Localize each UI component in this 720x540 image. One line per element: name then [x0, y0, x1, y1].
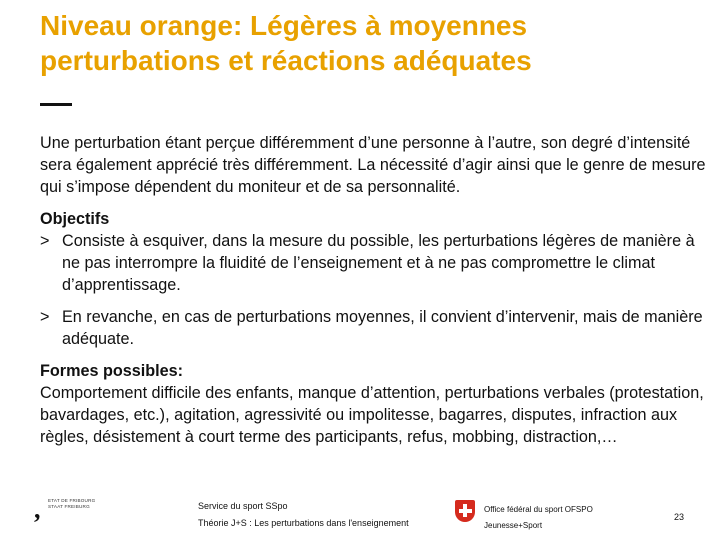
- objectifs-heading: Objectifs: [40, 210, 110, 228]
- slide-footer: , ETAT DE FRIBOURG STAAT FREIBURG Service du sport SSpo Théorie J+S : Les perturbations dans l'enseignement Office fédéral du sport OFSPO Jeunesse+Sport 23: [0, 490, 720, 540]
- objectif-item-2: [40, 306, 708, 350]
- title-line-1: Niveau orange: Légères à moyennes: [40, 10, 528, 41]
- bullet-marker: >: [40, 232, 50, 250]
- footer-office: [484, 502, 593, 534]
- title-line-2: perturbations et réactions adéquates: [40, 45, 532, 76]
- footer-service: [198, 498, 409, 532]
- title-underline: [40, 103, 72, 106]
- slide-title: [40, 8, 700, 78]
- fribourg-logo-line-2: STAAT FREIBURG: [48, 504, 90, 509]
- fribourg-logo-line-1: ETAT DE FRIBOURG: [48, 498, 96, 503]
- footer-office-name: Office fédéral du sport OFSPO: [484, 505, 593, 514]
- intro-paragraph: Une perturbation étant perçue différemment d’une personne à l’autre, son degré d’intensité sera également apprécié très différemment. La nécessité d’agir ainsi que le genre de mesure qui s’impose dépendent du moniteur et de sa personnalité.: [40, 134, 706, 196]
- swiss-cross-icon: [455, 500, 475, 522]
- formes-heading: Formes possibles:: [40, 362, 184, 380]
- footer-subtitle: Théorie J+S : Les perturbations dans l'enseignement: [198, 518, 409, 528]
- page-number: 23: [674, 512, 685, 522]
- bullet-marker: >: [40, 308, 50, 326]
- footer-service-name: Service du sport SSpo: [198, 501, 288, 511]
- formes-text: Comportement difficile des enfants, manque d’attention, perturbations verbales (protestation, bavardages, etc.), agitation, agressivité ou impolitesse, bagarres, disputes, infraction aux règles, désistement à court terme des participants, refus, mobbing, distraction,…: [40, 384, 704, 446]
- objectif-text-2: En revanche, en cas de perturbations moyennes, il convient d’intervenir, mais de manière adéquate.: [62, 308, 703, 348]
- footer-program: Jeunesse+Sport: [484, 521, 543, 530]
- objectif-item-1: [40, 230, 708, 296]
- objectif-text-1: Consiste à esquiver, dans la mesure du possible, les perturbations légères de manière à ne pas interrompre la fluidité de l’enseignement et à ne pas compromettre le climat d’apprentissage.: [62, 232, 695, 294]
- slide-body: [40, 132, 708, 448]
